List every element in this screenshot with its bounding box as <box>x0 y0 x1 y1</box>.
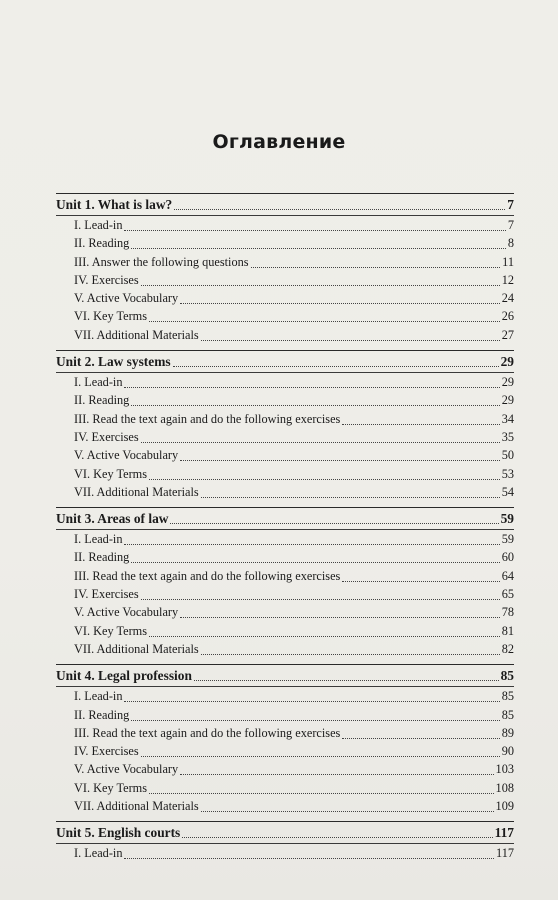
leader-dots <box>201 799 494 812</box>
leader-dots <box>149 781 494 794</box>
entry-label: VI. Key Terms <box>74 780 148 795</box>
unit-top-rule <box>56 664 514 665</box>
toc-entry[interactable] <box>56 797 514 815</box>
toc-entry[interactable] <box>56 567 514 585</box>
entry-page-number: 65 <box>501 587 514 602</box>
entry-page-number: 108 <box>495 780 514 795</box>
entry-label: IV. Exercises <box>74 429 139 444</box>
leader-dots <box>342 412 499 425</box>
leader-dots <box>124 846 494 859</box>
unit-page-number: 117 <box>494 825 514 841</box>
leader-dots <box>180 291 500 304</box>
toc-unit <box>56 507 514 658</box>
leader-dots <box>149 309 500 322</box>
toc-entry[interactable] <box>56 391 514 409</box>
entry-label: VI. Key Terms <box>74 466 148 481</box>
toc-entry[interactable] <box>56 742 514 760</box>
leader-dots <box>131 550 499 563</box>
leader-dots <box>124 532 499 545</box>
leader-dots <box>124 375 499 388</box>
entry-page-number: 53 <box>501 466 514 481</box>
toc-entry[interactable] <box>56 706 514 724</box>
leader-dots <box>251 255 501 268</box>
leader-dots <box>174 197 505 210</box>
toc-entry[interactable] <box>56 622 514 640</box>
entry-label: I. Lead-in <box>74 375 123 390</box>
toc-entry[interactable] <box>56 410 514 428</box>
leader-dots <box>124 689 499 702</box>
unit-top-rule <box>56 821 514 822</box>
unit-page-number: 59 <box>500 511 514 527</box>
toc-entry[interactable] <box>56 640 514 658</box>
toc-entry[interactable] <box>56 724 514 742</box>
entry-label: V. Active Vocabulary <box>74 448 179 463</box>
leader-dots <box>201 328 500 341</box>
unit-title: Unit 2. Law systems <box>56 354 171 370</box>
toc-entry[interactable] <box>56 548 514 566</box>
table-of-contents <box>56 193 514 869</box>
leader-dots <box>131 236 506 249</box>
entry-page-number: 7 <box>507 218 514 232</box>
entry-label: VI. Key Terms <box>74 623 148 638</box>
toc-entry[interactable] <box>56 446 514 464</box>
leader-dots <box>131 708 499 721</box>
leader-dots <box>141 744 500 757</box>
leader-dots <box>131 393 499 406</box>
entry-label: IV. Exercises <box>74 587 139 602</box>
leader-dots <box>170 511 498 524</box>
leader-dots <box>201 485 500 498</box>
entry-page-number: 85 <box>501 689 514 704</box>
entry-page-number: 29 <box>501 393 514 408</box>
leader-dots <box>342 569 499 582</box>
entry-page-number: 24 <box>501 291 514 306</box>
unit-title: Unit 3. Areas of law <box>56 511 169 527</box>
leader-dots <box>141 430 500 443</box>
entry-page-number: 64 <box>501 568 514 583</box>
toc-entry[interactable] <box>56 844 514 862</box>
leader-dots <box>201 642 500 655</box>
entry-page-number: 103 <box>495 762 514 777</box>
leader-dots <box>342 726 499 739</box>
entry-page-number: 85 <box>501 707 514 722</box>
unit-heading[interactable] <box>56 823 514 843</box>
unit-title: Unit 5. English courts <box>56 825 181 841</box>
entry-page-number: 50 <box>501 448 514 463</box>
entry-page-number: 60 <box>501 550 514 565</box>
entry-page-number: 90 <box>501 744 514 759</box>
toc-entry[interactable] <box>56 760 514 778</box>
unit-title: Unit 4. Legal profession <box>56 668 192 684</box>
entry-label: III. Read the text again and do the following exercises <box>74 568 341 583</box>
entry-label: III. Read the text again and do the following exercises <box>74 411 341 426</box>
entry-label: II. Reading <box>74 707 130 722</box>
entry-page-number: 59 <box>501 532 514 547</box>
leader-dots <box>141 273 500 286</box>
unit-top-rule <box>56 350 514 351</box>
toc-entry[interactable] <box>56 216 514 234</box>
entry-page-number: 29 <box>501 375 514 390</box>
unit-top-rule <box>56 507 514 508</box>
leader-dots <box>124 218 505 231</box>
entry-page-number: 26 <box>501 309 514 324</box>
entry-page-number: 109 <box>495 799 514 814</box>
entry-page-number: 8 <box>507 236 514 251</box>
entry-label: I. Lead-in <box>74 846 123 861</box>
leader-dots <box>182 825 492 838</box>
toc-unit <box>56 664 514 815</box>
leader-dots <box>149 467 500 480</box>
toc-entry[interactable] <box>56 326 514 344</box>
entry-label: I. Lead-in <box>74 218 123 232</box>
entry-label: VII. Additional Materials <box>74 327 199 342</box>
entry-label: V. Active Vocabulary <box>74 291 179 306</box>
toc-entry[interactable] <box>56 530 514 548</box>
unit-heading[interactable] <box>56 352 514 372</box>
entry-page-number: 11 <box>502 254 514 269</box>
entry-label: V. Active Vocabulary <box>74 605 179 620</box>
entry-label: VII. Additional Materials <box>74 484 199 499</box>
toc-entry[interactable] <box>56 585 514 603</box>
toc-entry[interactable] <box>56 428 514 446</box>
entry-label: VII. Additional Materials <box>74 799 199 814</box>
entry-label: IV. Exercises <box>74 744 139 759</box>
leader-dots <box>194 668 499 681</box>
toc-entry[interactable] <box>56 465 514 483</box>
entry-label: II. Reading <box>74 550 130 565</box>
toc-title: Оглавление <box>212 131 346 153</box>
entry-page-number: 78 <box>501 605 514 620</box>
toc-entry[interactable] <box>56 253 514 271</box>
toc-entry[interactable] <box>56 307 514 325</box>
leader-dots <box>149 624 500 637</box>
entry-label: I. Lead-in <box>74 689 123 704</box>
entry-label: II. Reading <box>74 393 130 408</box>
leader-dots <box>180 448 500 461</box>
unit-page-number: 7 <box>507 197 514 212</box>
entry-page-number: 27 <box>501 327 514 342</box>
leader-dots <box>173 354 499 367</box>
unit-heading[interactable] <box>56 195 514 215</box>
unit-page-number: 29 <box>500 354 514 370</box>
entry-page-number: 12 <box>501 272 514 287</box>
toc-entry[interactable] <box>56 271 514 289</box>
unit-heading[interactable] <box>56 666 514 686</box>
toc-entry[interactable] <box>56 603 514 621</box>
entry-page-number: 82 <box>501 641 514 656</box>
leader-dots <box>180 762 493 775</box>
toc-unit <box>56 193 514 344</box>
entry-label: I. Lead-in <box>74 532 123 547</box>
entry-label: V. Active Vocabulary <box>74 762 179 777</box>
entry-page-number: 117 <box>496 846 514 861</box>
unit-title: Unit 1. What is law? <box>56 197 173 212</box>
toc-entry[interactable] <box>56 373 514 391</box>
entry-label: VII. Additional Materials <box>74 641 199 656</box>
leader-dots <box>141 587 500 600</box>
entry-label: II. Reading <box>74 236 130 251</box>
toc-entry[interactable] <box>56 289 514 307</box>
entry-label: IV. Exercises <box>74 272 139 287</box>
toc-entry[interactable] <box>56 779 514 797</box>
unit-page-number: 85 <box>500 668 514 684</box>
entry-page-number: 81 <box>501 623 514 638</box>
leader-dots <box>180 605 500 618</box>
toc-unit <box>56 350 514 501</box>
toc-entry[interactable] <box>56 234 514 252</box>
entry-page-number: 34 <box>501 411 514 426</box>
entry-page-number: 89 <box>501 725 514 740</box>
toc-entry[interactable] <box>56 483 514 501</box>
unit-heading[interactable] <box>56 509 514 529</box>
entry-label: III. Read the text again and do the following exercises <box>74 725 341 740</box>
toc-unit <box>56 821 514 862</box>
entry-page-number: 54 <box>501 484 514 499</box>
entry-page-number: 35 <box>501 429 514 444</box>
toc-entry[interactable] <box>56 687 514 705</box>
entry-label: VI. Key Terms <box>74 309 148 324</box>
entry-label: III. Answer the following questions <box>74 254 249 269</box>
unit-top-rule <box>56 193 514 194</box>
